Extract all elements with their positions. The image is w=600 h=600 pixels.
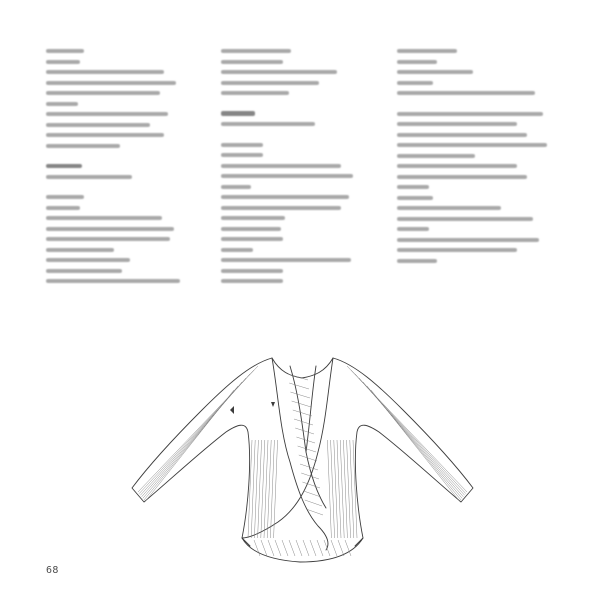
body-rib-right — [331, 440, 335, 538]
body-rib-right — [350, 440, 354, 538]
body-rib-right — [347, 440, 351, 538]
body-rib-left — [258, 440, 262, 538]
paragraph-gap — [397, 99, 567, 109]
lapel-cable-mark — [289, 383, 309, 389]
text-line-blurred — [397, 224, 567, 234]
text-line-blurred — [221, 192, 391, 202]
paragraph-gap — [46, 151, 216, 161]
text-line-blurred — [221, 67, 391, 77]
text-line-blurred — [397, 130, 567, 140]
hem-rib — [310, 540, 316, 556]
hem-rib — [303, 540, 309, 556]
body-rib-right — [334, 440, 338, 538]
paragraph-gap — [221, 130, 391, 140]
lapel-cable-mark — [296, 437, 315, 443]
body-rib-right — [337, 440, 341, 538]
text-line-blurred — [221, 140, 391, 150]
hem-rib — [317, 540, 323, 556]
text-line-blurred — [397, 78, 567, 88]
text-line-blurred — [46, 130, 216, 140]
text-line-blurred — [46, 46, 216, 56]
text-line-blurred — [46, 141, 216, 151]
section-heading-blurred — [221, 109, 391, 119]
text-line-blurred — [221, 150, 391, 160]
text-line-blurred — [46, 120, 216, 130]
arrow-marker-right — [271, 402, 275, 407]
text-line-blurred — [397, 256, 567, 266]
body-rib-left — [264, 440, 268, 538]
text-line-blurred — [397, 182, 567, 192]
lapel-cable-mark — [290, 392, 310, 398]
hem-rib — [275, 540, 281, 556]
text-line-blurred — [221, 213, 391, 223]
text-line-blurred — [46, 203, 216, 213]
text-line-blurred — [46, 224, 216, 234]
sleeve-rib-left — [145, 390, 234, 502]
text-line-blurred — [397, 140, 567, 150]
text-line-blurred — [397, 119, 567, 129]
hem-rib — [331, 540, 337, 556]
text-line-blurred — [221, 266, 391, 276]
body-rib-right — [327, 440, 331, 538]
body-rib-left — [261, 440, 265, 538]
text-line-blurred — [397, 57, 567, 67]
hem-rib — [338, 540, 344, 556]
text-line-blurred — [46, 78, 216, 88]
text-line-blurred — [46, 266, 216, 276]
text-line-blurred — [221, 46, 391, 56]
text-line-blurred — [46, 67, 216, 77]
arrow-marker-left — [230, 406, 234, 414]
lapel-cable-mark — [305, 500, 322, 506]
hem-rib — [268, 540, 274, 556]
lapel-fold-right — [306, 366, 316, 452]
text-line-blurred — [46, 234, 216, 244]
collar-outline — [272, 358, 333, 378]
text-line-blurred — [221, 119, 391, 129]
text-line-blurred — [46, 245, 216, 255]
text-line-blurred — [221, 224, 391, 234]
text-line-blurred — [46, 192, 216, 202]
text-line-blurred — [46, 57, 216, 67]
text-line-blurred — [46, 255, 216, 265]
text-line-blurred — [397, 88, 567, 98]
text-column-left — [46, 46, 216, 287]
text-line-blurred — [221, 203, 391, 213]
text-line-blurred — [397, 203, 567, 213]
hem-rib — [254, 540, 260, 556]
hem-rib — [296, 540, 302, 556]
text-line-blurred — [397, 67, 567, 77]
sleeve-rib-left — [144, 386, 238, 500]
sleeve-rib-right — [371, 390, 460, 502]
text-line-blurred — [221, 276, 391, 286]
text-line-blurred — [397, 214, 567, 224]
text-column-middle — [221, 46, 391, 287]
lapel-cable-mark — [292, 401, 311, 407]
body-rib-left — [267, 440, 271, 538]
garment-illustration — [130, 352, 475, 566]
text-line-blurred — [46, 109, 216, 119]
paragraph-gap — [46, 182, 216, 192]
page-number: 68 — [46, 565, 59, 576]
hem-rib — [282, 540, 288, 556]
right-sleeve-outline — [333, 358, 473, 546]
body-rib-left — [254, 440, 258, 538]
lapel-cable-mark — [302, 482, 320, 488]
hem-rib — [324, 540, 330, 556]
text-line-blurred — [397, 161, 567, 171]
body-rib-right — [340, 440, 344, 538]
text-line-blurred — [46, 88, 216, 98]
text-line-blurred — [397, 46, 567, 56]
hem-outline — [242, 538, 363, 562]
sleeve-rib-right — [367, 386, 461, 500]
text-line-blurred — [397, 151, 567, 161]
text-column-right — [397, 46, 567, 266]
text-line-blurred — [221, 171, 391, 181]
text-line-blurred — [221, 78, 391, 88]
text-line-blurred — [221, 57, 391, 67]
body-rib-left — [270, 440, 274, 538]
lapel-cable-mark — [295, 428, 314, 434]
body-rib-left — [251, 440, 255, 538]
lapel-cable-mark — [293, 410, 312, 416]
text-line-blurred — [221, 255, 391, 265]
hem-rib — [289, 540, 295, 556]
body-rib-right — [343, 440, 347, 538]
paragraph-gap — [221, 99, 391, 109]
text-line-blurred — [397, 235, 567, 245]
text-line-blurred — [221, 161, 391, 171]
text-line-blurred — [221, 182, 391, 192]
text-line-blurred — [46, 172, 216, 182]
hem-rib — [261, 540, 267, 556]
text-line-blurred — [397, 245, 567, 255]
text-line-blurred — [221, 88, 391, 98]
text-line-blurred — [397, 193, 567, 203]
text-line-blurred — [46, 213, 216, 223]
left-front-edge — [272, 358, 328, 550]
left-sleeve-outline — [132, 358, 272, 546]
section-heading-blurred — [46, 161, 216, 171]
text-line-blurred — [397, 109, 567, 119]
text-line-blurred — [221, 245, 391, 255]
text-line-blurred — [397, 172, 567, 182]
text-line-blurred — [221, 234, 391, 244]
text-line-blurred — [46, 99, 216, 109]
text-line-blurred — [46, 276, 216, 286]
